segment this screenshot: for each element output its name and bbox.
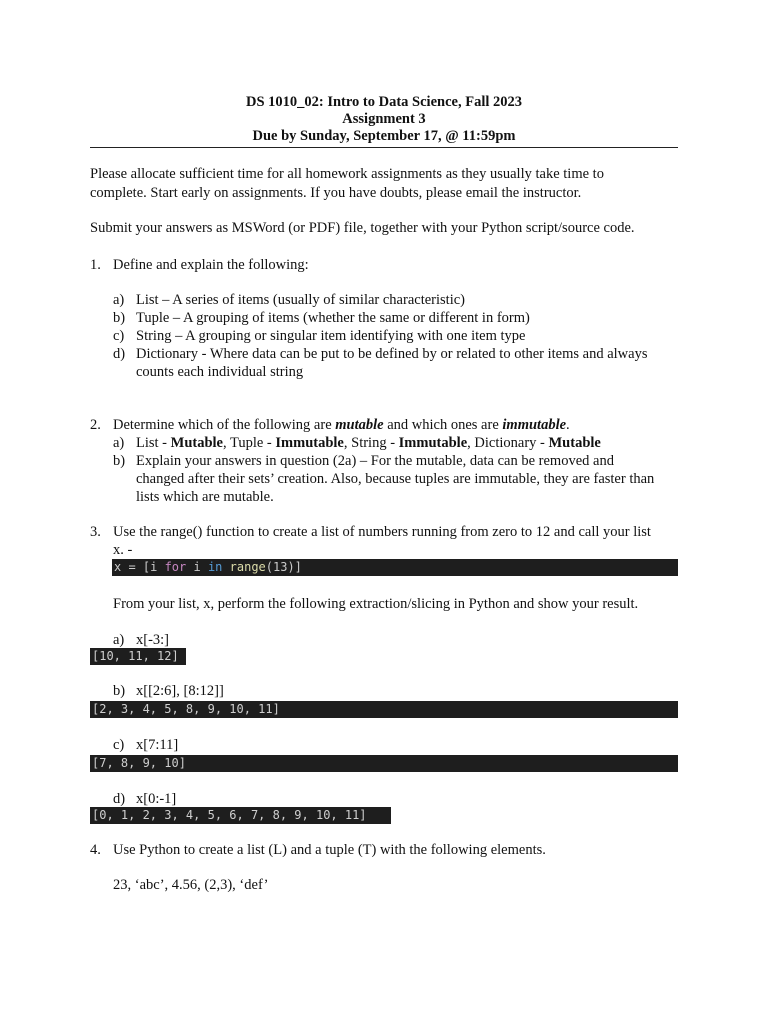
q4-text: Use Python to create a list (L) and a tuple (T) with the following elements. (113, 842, 546, 858)
q1-item-text: List – A series of items (usually of similar characteristic) (136, 292, 465, 308)
header-rule (90, 147, 678, 148)
q1-number: 1. (90, 257, 101, 273)
q3b-label: b) (113, 683, 126, 699)
q4-number: 4. (90, 842, 101, 858)
q2b-line-2: changed after their sets’ creation. Also, because tuples are immutable, they are faster than (136, 471, 655, 487)
submit-instructions: Submit your answers as MSWord (or PDF) file, together with your Python script/source code. (90, 220, 635, 236)
q1-item-label: d) (113, 346, 126, 362)
due-date: Due by Sunday, September 17, @ 11:59pm (252, 128, 516, 144)
q2-text: Determine which of the following are mutable and which ones are immutable. (113, 417, 570, 433)
course-title: DS 1010_02: Intro to Data Science, Fall 2023 (245, 94, 523, 110)
q1-item-label: c) (113, 328, 125, 344)
q2a-label: a) (113, 435, 125, 451)
q1-item-text-cont: counts each individual string (136, 364, 304, 380)
q3d-label: d) (113, 791, 126, 807)
q2b-label: b) (113, 453, 126, 469)
code-block-range: x = [i for i in range(13)] (112, 559, 678, 576)
q3d-output: [0, 1, 2, 3, 4, 5, 6, 7, 8, 9, 10, 11] (90, 807, 391, 824)
intro-line-1: Please allocate sufficient time for all homework assignments as they usually take time to (90, 166, 604, 182)
q3d-expr: x[0:-1] (136, 791, 177, 807)
q3b-expr: x[[2:6], [8:12]] (136, 683, 224, 699)
q3-line-1: Use the range() function to create a list of numbers running from zero to 12 and call your list (113, 524, 651, 540)
q3-line-2: x. - (113, 542, 133, 558)
q3c-expr: x[7:11] (136, 737, 179, 753)
q4-elements: 23, ‘abc’, 4.56, (2,3), ‘def’ (113, 877, 269, 893)
q3a-expr: x[-3:] (136, 632, 170, 648)
q3a-output: [10, 11, 12] (90, 648, 186, 665)
intro-line-2: complete. Start early on assignments. If you have doubts, please email the instructor. (90, 185, 582, 201)
q2b-line-3: lists which are mutable. (136, 489, 274, 505)
q1-item-text: String – A grouping or singular item identifying with one item type (136, 328, 526, 344)
immutable-term: immutable (502, 417, 567, 433)
q1-text: Define and explain the following: (113, 257, 309, 273)
q3-follow-text: From your list, x, perform the following extraction/slicing in Python and show your result. (113, 596, 639, 612)
q3c-output: [7, 8, 9, 10] (90, 755, 678, 772)
q1-item-label: a) (113, 292, 125, 308)
q1-item-label: b) (113, 310, 126, 326)
assignment-title: Assignment 3 (342, 111, 426, 127)
q1-item-text: Dictionary - Where data can be put to be defined by or related to other items and always (136, 346, 648, 362)
q2a-answer: List - Mutable, Tuple - Immutable, String - Immutable, Dictionary - Mutable (136, 435, 601, 451)
q3a-label: a) (113, 632, 125, 648)
q3-number: 3. (90, 524, 101, 540)
q1-item-text: Tuple – A grouping of items (whether the same or different in form) (136, 310, 530, 326)
q3c-label: c) (113, 737, 125, 753)
mutable-term: mutable (335, 417, 384, 433)
q2b-line-1: Explain your answers in question (2a) – For the mutable, data can be removed and (136, 453, 614, 469)
q3b-output: [2, 3, 4, 5, 8, 9, 10, 11] (90, 701, 678, 718)
q2-number: 2. (90, 417, 101, 433)
